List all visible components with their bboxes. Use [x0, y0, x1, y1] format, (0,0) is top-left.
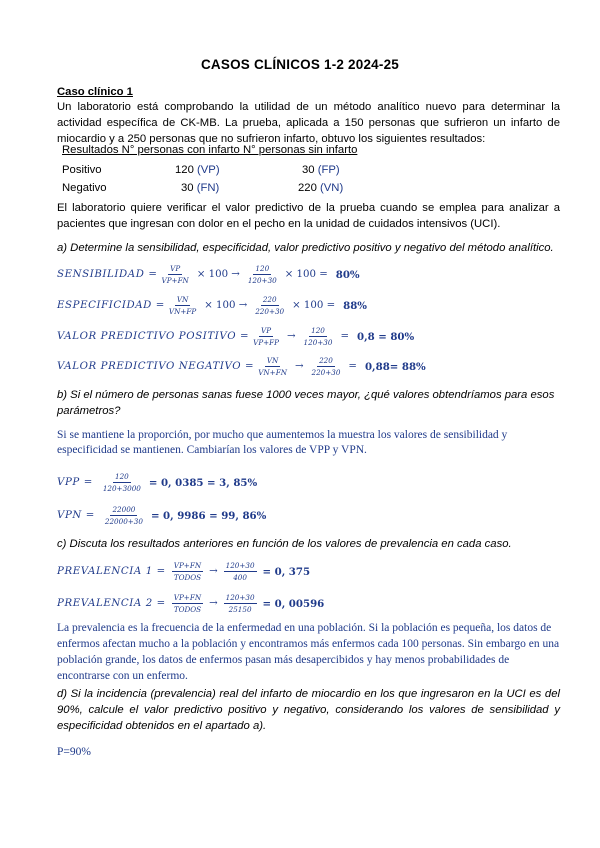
question-d: d) Si la incidencia (prevalencia) real del infarto de miocardio en los que ingresaron en la UCI es del 90%, calcule el valor predictivo positivo y negativo, considerando los valores de sensibilidad y especificidad obtenidos en el apartado a). — [57, 688, 560, 732]
answer-d: P=90% — [57, 746, 91, 758]
row-positivo-c2: 30 (FP) — [302, 164, 340, 176]
row-negativo-label: Negativo — [62, 182, 107, 194]
formula-vpn-b: VPN = $\frac{22000}{22000+30}$ = 0, 9986 = 99, 86% — [57, 505, 267, 526]
formula-vpp: VALOR PREDICTIVO POSITIVO = $\frac{VP}{VP+FP}$ → $\frac{120}{120+30}$ = 0,8 = 80% — [57, 326, 415, 347]
question-c: c) Discuta los resultados anteriores en función de los valores de prevalencia en cada caso. — [57, 538, 512, 550]
question-a: a) Determine la sensibilidad, especificidad, valor predictivo positivo y negativo del método analítico. — [57, 242, 554, 254]
formula-prevalencia-2: PREVALENCIA 2 = $\frac{VP+FN}{\text{TODOS}}$ → $\frac{120+30}{25150}$ = 0, 00596 — [57, 593, 325, 614]
row-negativo-c1: 30 (FN) — [181, 182, 220, 194]
answer-c: La prevalencia es la frecuencia de la enfermedad en una población. Si la población es pequeña, los datos de enfermos afectan mucho a la población y encontramos más enfermos cada 100 personas. Sin embargo en una población grande, los datos de enfermos pasan más desapercibidos y hay menos probabilidades de encontrarse con un enfermo. — [57, 622, 560, 682]
case-intro: Un laboratorio está comprobando la utilidad de un método analítico nuevo para determinar la actividad específica de CK-MB. La prueba, aplicada a 150 personas que sufrieron un infarto de miocardio y a 250 personas que no sufrieron infarto, obtuvo los siguientes resultados: — [57, 101, 560, 145]
formula-sensibilidad: SENSIBILIDAD = $\frac{VP}{VP+FN}$ × 100 → $\frac{120}{120+30}$ × 100 = 80% — [57, 264, 360, 285]
case-heading: Caso clínico 1 — [57, 86, 133, 98]
formula-vpp-b: VPP = $\frac{120}{120+3000}$ = 0, 0385 = 3, 85% — [57, 472, 258, 493]
results-table-header: Resultados N° personas con infarto N° personas sin infarto — [62, 144, 358, 156]
row-positivo-c1: 120 (VP) — [175, 164, 220, 176]
formula-vpn: VALOR PREDICTIVO NEGATIVO = $\frac{VN}{VN+FN}$ → $\frac{220}{220+30}$ = 0,88= 88% — [57, 356, 426, 377]
row-negativo-c2: 220 (VN) — [298, 182, 344, 194]
formula-prevalencia-1: PREVALENCIA 1 = $\frac{VP+FN}{\text{TODOS}}$ → $\frac{120+30}{400}$ = 0, 375 — [57, 561, 311, 582]
formula-especificidad: ESPECIFICIDAD = $\frac{VN}{VN+FP}$ × 100 → $\frac{220}{220+30}$ × 100 = 88% — [57, 295, 367, 316]
row-positivo-label: Positivo — [62, 164, 102, 176]
answer-b: Si se mantiene la proporción, por mucho que aumentemos la muestra los valores de sensibilidad y especificidad se mantienen. Cambiarían los valores de VPP y VPN. — [57, 429, 508, 456]
question-b: b) Si el número de personas sanas fuese 1000 veces mayor, ¿qué valores obtendríamos para esos parámetros? — [57, 389, 555, 417]
page-title: CASOS CLÍNICOS 1-2 2024-25 — [200, 57, 400, 72]
case-context: El laboratorio quiere verificar el valor predictivo de la prueba cuando se emplea para analizar a pacientes que ingresan con dolor en el pecho en la unidad de cuidados intensivos (UCI). — [57, 202, 560, 230]
